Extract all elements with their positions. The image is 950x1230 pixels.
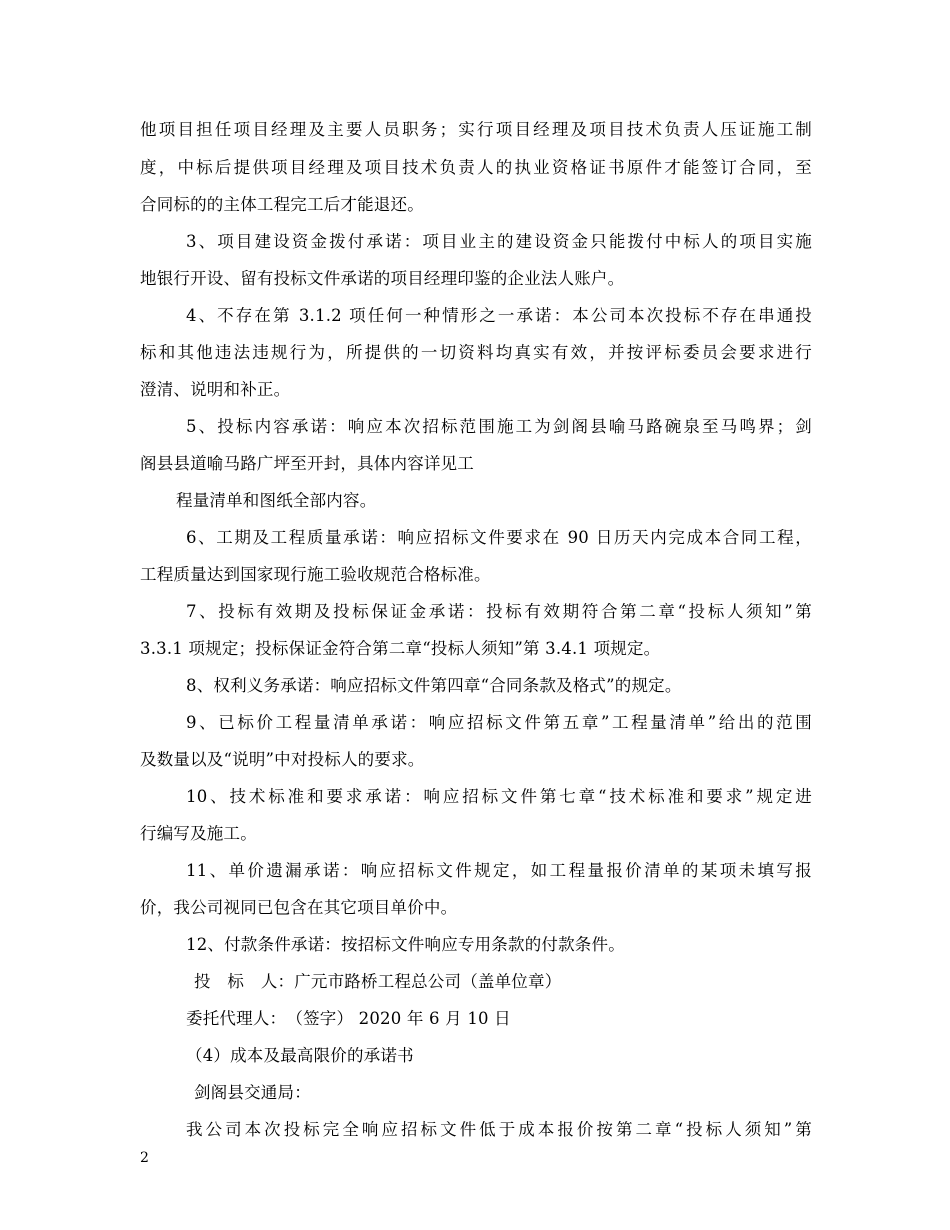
text-line: 6、工期及工程质量承诺：响应招标文件要求在 90 日历天内完成本合同工程， [186, 528, 812, 547]
text-line: 阁县县道喻马路广坪至开封，具体内容详见工 [140, 454, 474, 473]
text-line: 标和其他违法违规行为，所提供的一切资料均真实有效，并按评标委员会要求进行 [140, 343, 812, 362]
text-line: 价，我公司视同已包含在其它项目单价中。 [140, 898, 458, 917]
text-line: 5、投标内容承诺：响应本次招标范围施工为剑阁县喻马路碗泉至马鸣界；剑 [186, 417, 812, 436]
text-line: 澄清、说明和补正。 [140, 380, 291, 399]
text-line: 合同标的的主体工程完工后才能退还。 [140, 195, 424, 214]
text-line: 3、项目建设资金拨付承诺：项目业主的建设资金只能拨付中标人的项目实施 [186, 232, 812, 251]
bidder-line: 投 标 人：广元市路桥工程总公司（盖单位章） [194, 972, 562, 991]
text-line: 他项目担任项目经理及主要人员职务；实行项目经理及项目技术负责人压证施工制 [140, 120, 812, 139]
addressee: 剑阁县交通局： [194, 1083, 311, 1102]
text-line: 及数量以及“说明”中对投标人的要求。 [140, 750, 425, 769]
text-line: 3.3.1 项规定；投标保证金符合第二章“投标人须知”第 3.4.1 项规定。 [140, 639, 661, 658]
text-line: 9、已标价工程量清单承诺：响应招标文件第五章”工程量清单”给出的范围 [186, 713, 812, 732]
text-line: 4、不存在第 3.1.2 项任何一种情形之一承诺：本公司本次投标不存在串通投 [186, 306, 812, 325]
text-line: 工程质量达到国家现行施工验收规范合格标准。 [140, 565, 491, 584]
text-line: 11、单价遗漏承诺：响应招标文件规定，如工程量报价清单的某项未填写报 [186, 861, 812, 880]
text-line: 7、投标有效期及投标保证金承诺：投标有效期符合第二章“投标人须知”第 [186, 602, 812, 621]
text-line: 行编写及施工。 [140, 824, 257, 843]
text-line: 10、技术标准和要求承诺：响应招标文件第七章“技术标准和要求”规定进 [186, 787, 812, 806]
page-number: 2 [140, 1150, 149, 1166]
text-line: 地银行开设、留有投标文件承诺的项目经理印鉴的企业法人账户。 [140, 269, 625, 288]
agent-date-line: 委托代理人： （签字） 2020 年 6 月 10 日 [186, 1009, 511, 1028]
text-line: 程量清单和图纸全部内容。 [176, 491, 377, 510]
text-line: 8、权利义务承诺：响应招标文件第四章“合同条款及格式”的规定。 [186, 676, 682, 695]
text-line: 12、付款条件承诺：按招标文件响应专用条款的付款条件。 [186, 935, 625, 954]
section-heading: （4）成本及最高限价的承诺书 [186, 1046, 414, 1065]
text-line: 我公司本次投标完全响应招标文件低于成本报价按第二章“投标人须知”第 [186, 1120, 812, 1139]
text-line: 度，中标后提供项目经理及项目技术负责人的执业资格证书原件才能签订合同，至 [140, 158, 812, 177]
